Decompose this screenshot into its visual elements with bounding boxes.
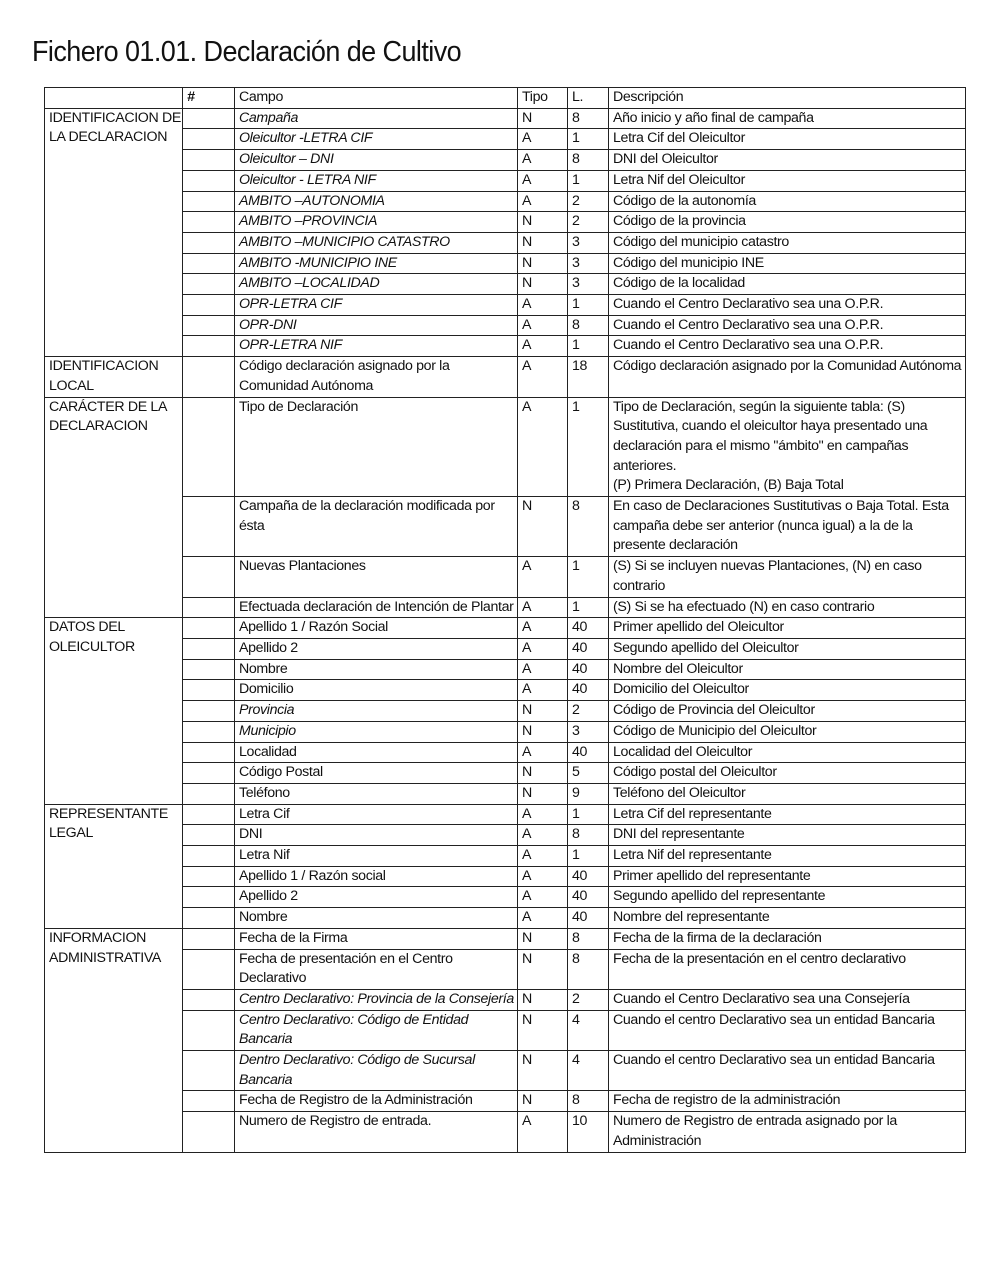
campo-cell: AMBITO –MUNICIPIO CATASTRO xyxy=(235,232,518,253)
tipo-cell: A xyxy=(518,846,568,867)
table-header-row xyxy=(45,88,966,109)
tipo-cell: N xyxy=(518,274,568,295)
tipo-cell: N xyxy=(518,108,568,129)
descripcion-cell: (S) Si se incluyen nuevas Plantaciones, (N) en caso contrario xyxy=(609,557,966,597)
row-number-cell xyxy=(183,1051,235,1091)
length-cell: 40 xyxy=(568,866,609,887)
row-number-cell xyxy=(183,659,235,680)
campo-cell: Efectuada declaración de Intención de Plantar xyxy=(235,597,518,618)
length-cell: 1 xyxy=(568,557,609,597)
row-number-cell xyxy=(183,597,235,618)
length-cell: 8 xyxy=(568,108,609,129)
tipo-cell: A xyxy=(518,129,568,150)
row-number-cell xyxy=(183,701,235,722)
descripcion-cell: Primer apellido del Oleicultor xyxy=(609,618,966,639)
campo-cell: Provincia xyxy=(235,701,518,722)
tipo-cell: A xyxy=(518,742,568,763)
tipo-cell: N xyxy=(518,253,568,274)
length-cell: 8 xyxy=(568,315,609,336)
tipo-cell: N xyxy=(518,232,568,253)
campo-cell: DNI xyxy=(235,825,518,846)
descripcion-cell: En caso de Declaraciones Sustitutivas o Baja Total. Esta campaña debe ser anterior (nunca igual) a la de la presente declaración xyxy=(609,497,966,557)
table-row xyxy=(45,315,966,336)
length-cell: 8 xyxy=(568,1091,609,1112)
length-cell: 3 xyxy=(568,721,609,742)
table-row xyxy=(45,274,966,295)
tipo-cell: N xyxy=(518,1091,568,1112)
row-number-cell xyxy=(183,804,235,825)
field-spec-table xyxy=(44,87,966,1153)
campo-cell: OPR-LETRA NIF xyxy=(235,336,518,357)
campo-cell: Nuevas Plantaciones xyxy=(235,557,518,597)
tipo-cell: A xyxy=(518,659,568,680)
table-row xyxy=(45,989,966,1010)
length-cell: 40 xyxy=(568,887,609,908)
table-row xyxy=(45,763,966,784)
tipo-cell: A xyxy=(518,357,568,397)
length-cell: 5 xyxy=(568,763,609,784)
tipo-cell: A xyxy=(518,315,568,336)
descripcion-cell: Cuando el centro Declarativo sea un entidad Bancaria xyxy=(609,1010,966,1050)
length-cell: 8 xyxy=(568,825,609,846)
row-number-cell xyxy=(183,295,235,316)
campo-cell: Centro Declarativo: Código de Entidad Bancaria xyxy=(235,1010,518,1050)
table-row xyxy=(45,618,966,639)
length-cell: 1 xyxy=(568,804,609,825)
row-number-cell xyxy=(183,928,235,949)
length-cell: 1 xyxy=(568,129,609,150)
row-number-cell xyxy=(183,783,235,804)
table-row xyxy=(45,170,966,191)
table-row xyxy=(45,804,966,825)
table-row xyxy=(45,1051,966,1091)
section-label: IDENTIFICACION DE LA DECLARACION xyxy=(45,108,183,356)
campo-cell: AMBITO –PROVINCIA xyxy=(235,212,518,233)
table-row xyxy=(45,928,966,949)
tipo-cell: A xyxy=(518,866,568,887)
row-number-cell xyxy=(183,191,235,212)
tipo-cell: A xyxy=(518,597,568,618)
length-cell: 18 xyxy=(568,357,609,397)
table-row xyxy=(45,638,966,659)
descripcion-cell: Código del municipio INE xyxy=(609,253,966,274)
tipo-cell: A xyxy=(518,908,568,929)
tipo-cell: N xyxy=(518,721,568,742)
length-cell: 2 xyxy=(568,212,609,233)
campo-cell: Fecha de presentación en el Centro Declarativo xyxy=(235,949,518,989)
table-row xyxy=(45,949,966,989)
table-row xyxy=(45,253,966,274)
length-cell: 1 xyxy=(568,336,609,357)
row-number-cell xyxy=(183,618,235,639)
length-cell: 4 xyxy=(568,1051,609,1091)
tipo-cell: A xyxy=(518,1112,568,1152)
row-number-cell xyxy=(183,253,235,274)
descripcion-cell: Tipo de Declaración, según la siguiente tabla: (S) Sustitutiva, cuando el oleicultor haya presentado una declaración para el mismo "ámbito" en campañas anteriores. (P) Primera Declaración, (B) Baja Total xyxy=(609,397,966,497)
length-cell: 3 xyxy=(568,232,609,253)
campo-cell: Oleicultor - LETRA NIF xyxy=(235,170,518,191)
row-number-cell xyxy=(183,763,235,784)
table-row xyxy=(45,150,966,171)
header-length: L. xyxy=(568,88,609,109)
descripcion-cell: DNI del Oleicultor xyxy=(609,150,966,171)
row-number-cell xyxy=(183,336,235,357)
row-number-cell xyxy=(183,721,235,742)
row-number-cell xyxy=(183,497,235,557)
tipo-cell: A xyxy=(518,336,568,357)
length-cell: 1 xyxy=(568,846,609,867)
descripcion-cell: Código de la localidad xyxy=(609,274,966,295)
campo-cell: Letra Cif xyxy=(235,804,518,825)
tipo-cell: A xyxy=(518,557,568,597)
descripcion-cell: Localidad del Oleicultor xyxy=(609,742,966,763)
length-cell: 2 xyxy=(568,701,609,722)
row-number-cell xyxy=(183,1010,235,1050)
descripcion-cell: Cuando el Centro Declarativo sea una O.P.R. xyxy=(609,295,966,316)
campo-cell: Municipio xyxy=(235,721,518,742)
descripcion-cell: Código de Provincia del Oleicultor xyxy=(609,701,966,722)
table-row xyxy=(45,783,966,804)
section-label: INFORMACION ADMINISTRATIVA xyxy=(45,928,183,1152)
descripcion-cell: Letra Cif del Oleicultor xyxy=(609,129,966,150)
descripcion-cell: Numero de Registro de entrada asignado por la Administración xyxy=(609,1112,966,1152)
table-row xyxy=(45,129,966,150)
table-row xyxy=(45,846,966,867)
section-label: DATOS DEL OLEICULTOR xyxy=(45,618,183,804)
campo-cell: Código Postal xyxy=(235,763,518,784)
row-number-cell xyxy=(183,129,235,150)
tipo-cell: A xyxy=(518,170,568,191)
tipo-cell: A xyxy=(518,191,568,212)
table-row xyxy=(45,212,966,233)
tipo-cell: N xyxy=(518,763,568,784)
tipo-cell: A xyxy=(518,887,568,908)
header-campo: Campo xyxy=(235,88,518,109)
table-row xyxy=(45,397,966,497)
campo-cell: OPR-LETRA CIF xyxy=(235,295,518,316)
descripcion-cell: Nombre del Oleicultor xyxy=(609,659,966,680)
length-cell: 8 xyxy=(568,497,609,557)
length-cell: 1 xyxy=(568,170,609,191)
row-number-cell xyxy=(183,680,235,701)
length-cell: 40 xyxy=(568,638,609,659)
length-cell: 40 xyxy=(568,742,609,763)
descripcion-cell: Teléfono del Oleicultor xyxy=(609,783,966,804)
length-cell: 9 xyxy=(568,783,609,804)
tipo-cell: A xyxy=(518,680,568,701)
table-body xyxy=(45,108,966,1152)
table-row xyxy=(45,721,966,742)
descripcion-cell: Código de la provincia xyxy=(609,212,966,233)
descripcion-cell: Código de la autonomía xyxy=(609,191,966,212)
header-tipo: Tipo xyxy=(518,88,568,109)
descripcion-cell: (S) Si se ha efectuado (N) en caso contrario xyxy=(609,597,966,618)
campo-cell: Nombre xyxy=(235,908,518,929)
table-row xyxy=(45,866,966,887)
row-number-cell xyxy=(183,212,235,233)
table-row xyxy=(45,295,966,316)
table-row xyxy=(45,232,966,253)
campo-cell: Campaña de la declaración modificada por ésta xyxy=(235,497,518,557)
table-row xyxy=(45,191,966,212)
campo-cell: Domicilio xyxy=(235,680,518,701)
table-row xyxy=(45,908,966,929)
length-cell: 8 xyxy=(568,928,609,949)
table-row xyxy=(45,597,966,618)
length-cell: 1 xyxy=(568,295,609,316)
table-row xyxy=(45,659,966,680)
row-number-cell xyxy=(183,170,235,191)
tipo-cell: A xyxy=(518,397,568,497)
table-row xyxy=(45,701,966,722)
page-title: Fichero 01.01. Declaración de Cultivo xyxy=(32,36,462,68)
descripcion-cell: Código declaración asignado por la Comunidad Autónoma xyxy=(609,357,966,397)
length-cell: 40 xyxy=(568,908,609,929)
tipo-cell: N xyxy=(518,497,568,557)
tipo-cell: A xyxy=(518,804,568,825)
campo-cell: Apellido 1 / Razón social xyxy=(235,866,518,887)
campo-cell: Localidad xyxy=(235,742,518,763)
length-cell: 10 xyxy=(568,1112,609,1152)
campo-cell: OPR-DNI xyxy=(235,315,518,336)
descripcion-cell: Domicilio del Oleicultor xyxy=(609,680,966,701)
row-number-cell xyxy=(183,315,235,336)
campo-cell: Nombre xyxy=(235,659,518,680)
descripcion-cell: Fecha de registro de la administración xyxy=(609,1091,966,1112)
table-row xyxy=(45,680,966,701)
tipo-cell: N xyxy=(518,1010,568,1050)
row-number-cell xyxy=(183,357,235,397)
descripcion-cell: Letra Nif del representante xyxy=(609,846,966,867)
descripcion-cell: Primer apellido del representante xyxy=(609,866,966,887)
campo-cell: AMBITO -MUNICIPIO INE xyxy=(235,253,518,274)
section-label: IDENTIFICACION LOCAL xyxy=(45,357,183,397)
length-cell: 40 xyxy=(568,659,609,680)
campo-cell: Tipo de Declaración xyxy=(235,397,518,497)
tipo-cell: A xyxy=(518,825,568,846)
descripcion-cell: Cuando el Centro Declarativo sea una O.P.R. xyxy=(609,315,966,336)
campo-cell: Fecha de Registro de la Administración xyxy=(235,1091,518,1112)
length-cell: 40 xyxy=(568,618,609,639)
campo-cell: Oleicultor – DNI xyxy=(235,150,518,171)
descripcion-cell: Código del municipio catastro xyxy=(609,232,966,253)
table-row xyxy=(45,1091,966,1112)
campo-cell: Apellido 2 xyxy=(235,887,518,908)
length-cell: 40 xyxy=(568,680,609,701)
tipo-cell: A xyxy=(518,150,568,171)
descripcion-cell: Fecha de la firma de la declaración xyxy=(609,928,966,949)
tipo-cell: N xyxy=(518,989,568,1010)
row-number-cell xyxy=(183,150,235,171)
row-number-cell xyxy=(183,1091,235,1112)
row-number-cell xyxy=(183,846,235,867)
section-label: CARÁCTER DE LA DECLARACION xyxy=(45,397,183,618)
row-number-cell xyxy=(183,887,235,908)
length-cell: 2 xyxy=(568,989,609,1010)
length-cell: 2 xyxy=(568,191,609,212)
length-cell: 3 xyxy=(568,274,609,295)
table-row xyxy=(45,557,966,597)
row-number-cell xyxy=(183,274,235,295)
campo-cell: Código declaración asignado por la Comunidad Autónoma xyxy=(235,357,518,397)
table-row xyxy=(45,1010,966,1050)
campo-cell: Campaña xyxy=(235,108,518,129)
tipo-cell: N xyxy=(518,928,568,949)
row-number-cell xyxy=(183,742,235,763)
campo-cell: Fecha de la Firma xyxy=(235,928,518,949)
table-row xyxy=(45,742,966,763)
row-number-cell xyxy=(183,1112,235,1152)
descripcion-cell: DNI del representante xyxy=(609,825,966,846)
length-cell: 4 xyxy=(568,1010,609,1050)
row-number-cell xyxy=(183,557,235,597)
header-number: # xyxy=(183,88,235,109)
campo-cell: Apellido 1 / Razón Social xyxy=(235,618,518,639)
descripcion-cell: Segundo apellido del Oleicultor xyxy=(609,638,966,659)
header-section xyxy=(45,88,183,109)
descripcion-cell: Cuando el centro Declarativo sea un entidad Bancaria xyxy=(609,1051,966,1091)
campo-cell: AMBITO –LOCALIDAD xyxy=(235,274,518,295)
tipo-cell: N xyxy=(518,1051,568,1091)
descripcion-cell: Año inicio y año final de campaña xyxy=(609,108,966,129)
descripcion-cell: Letra Cif del representante xyxy=(609,804,966,825)
row-number-cell xyxy=(183,825,235,846)
row-number-cell xyxy=(183,232,235,253)
length-cell: 8 xyxy=(568,949,609,989)
tipo-cell: N xyxy=(518,212,568,233)
tipo-cell: A xyxy=(518,295,568,316)
row-number-cell xyxy=(183,949,235,989)
tipo-cell: N xyxy=(518,949,568,989)
table-row xyxy=(45,825,966,846)
descripcion-cell: Cuando el Centro Declarativo sea una O.P.R. xyxy=(609,336,966,357)
row-number-cell xyxy=(183,108,235,129)
row-number-cell xyxy=(183,989,235,1010)
tipo-cell: N xyxy=(518,701,568,722)
table-row xyxy=(45,108,966,129)
length-cell: 8 xyxy=(568,150,609,171)
length-cell: 1 xyxy=(568,397,609,497)
row-number-cell xyxy=(183,866,235,887)
campo-cell: AMBITO –AUTONOMIA xyxy=(235,191,518,212)
table-row xyxy=(45,497,966,557)
table-row xyxy=(45,1112,966,1152)
length-cell: 3 xyxy=(568,253,609,274)
campo-cell: Oleicultor -LETRA CIF xyxy=(235,129,518,150)
row-number-cell xyxy=(183,397,235,497)
descripcion-cell: Código postal del Oleicultor xyxy=(609,763,966,784)
campo-cell: Centro Declarativo: Provincia de la Consejería xyxy=(235,989,518,1010)
section-label: REPRESENTANTE LEGAL xyxy=(45,804,183,928)
campo-cell: Apellido 2 xyxy=(235,638,518,659)
descripcion-cell: Letra Nif del Oleicultor xyxy=(609,170,966,191)
tipo-cell: A xyxy=(518,618,568,639)
header-descripcion: Descripción xyxy=(609,88,966,109)
tipo-cell: A xyxy=(518,638,568,659)
length-cell: 1 xyxy=(568,597,609,618)
descripcion-cell: Fecha de la presentación en el centro declarativo xyxy=(609,949,966,989)
campo-cell: Numero de Registro de entrada. xyxy=(235,1112,518,1152)
descripcion-cell: Código de Municipio del Oleicultor xyxy=(609,721,966,742)
campo-cell: Teléfono xyxy=(235,783,518,804)
table-row xyxy=(45,336,966,357)
row-number-cell xyxy=(183,908,235,929)
row-number-cell xyxy=(183,638,235,659)
table-row xyxy=(45,357,966,397)
campo-cell: Dentro Declarativo: Código de Sucursal Bancaria xyxy=(235,1051,518,1091)
table-row xyxy=(45,887,966,908)
campo-cell: Letra Nif xyxy=(235,846,518,867)
descripcion-cell: Cuando el Centro Declarativo sea una Consejería xyxy=(609,989,966,1010)
descripcion-cell: Segundo apellido del representante xyxy=(609,887,966,908)
tipo-cell: N xyxy=(518,783,568,804)
descripcion-cell: Nombre del representante xyxy=(609,908,966,929)
